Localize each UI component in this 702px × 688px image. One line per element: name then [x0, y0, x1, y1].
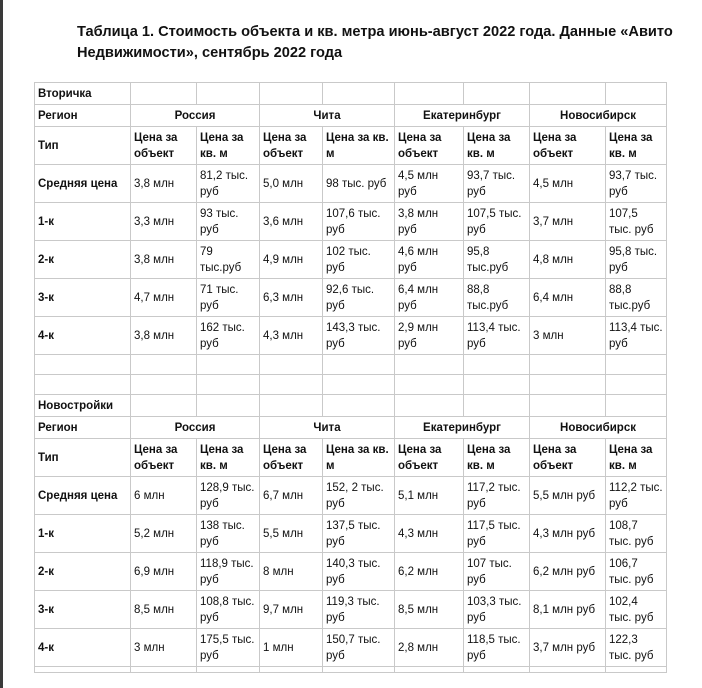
empty-cell [131, 83, 197, 105]
price-sqm-cell: 138 тыс. руб [197, 515, 260, 553]
empty-cell [464, 375, 530, 395]
region-header-row [35, 105, 667, 127]
empty-cell [35, 667, 131, 673]
price-object-cell: 6,2 млн руб [530, 553, 606, 591]
empty-cell [606, 375, 667, 395]
price-sqm-cell: 128,9 тыс. руб [197, 477, 260, 515]
price-sqm-cell: 108,7 тыс. руб [606, 515, 667, 553]
empty-cell [464, 83, 530, 105]
empty-cell [131, 395, 197, 417]
price-table [34, 82, 667, 673]
price-object-cell: 4,6 млн руб [395, 241, 464, 279]
document-title: Таблица 1. Стоимость объекта и кв. метра июнь-август 2022 года. Данные «Авито Недвижимости», сентябрь 2022 года [77, 24, 673, 61]
row-type: 1-к [35, 515, 131, 553]
row-type: 1-к [35, 203, 131, 241]
price-sqm-cell: 98 тыс. руб [323, 165, 395, 203]
region-name: Чита [260, 105, 395, 127]
price-sqm-cell: 143,3 тыс. руб [323, 317, 395, 355]
price-object-cell: 8 млн [260, 553, 323, 591]
empty-cell [197, 395, 260, 417]
region-label: Регион [35, 417, 131, 439]
data-row [35, 165, 667, 203]
price-sqm-cell: 117,2 тыс. руб [464, 477, 530, 515]
empty-cell [323, 395, 395, 417]
price-sqm-cell: 88,8 тыс.руб [606, 279, 667, 317]
price-sqm-cell: 95,8 тыс.руб [464, 241, 530, 279]
price-sqm-cell: 108,8 тыс. руб [197, 591, 260, 629]
price-object-cell: 5,2 млн [131, 515, 197, 553]
data-row [35, 203, 667, 241]
empty-cell [395, 375, 464, 395]
empty-cell [260, 83, 323, 105]
row-type: 2-к [35, 241, 131, 279]
empty-cell [197, 355, 260, 375]
price-object-cell: 3,6 млн [260, 203, 323, 241]
price-sqm-header: Цена за кв. м [323, 127, 395, 165]
empty-cell [530, 375, 606, 395]
price-sqm-cell: 112,2 тыс. руб [606, 477, 667, 515]
price-sqm-cell: 93 тыс. руб [197, 203, 260, 241]
price-sqm-cell: 71 тыс. руб [197, 279, 260, 317]
empty-cell [606, 667, 667, 673]
price-object-cell: 3 млн [530, 317, 606, 355]
price-object-cell: 3,8 млн руб [395, 203, 464, 241]
region-name: Россия [131, 105, 260, 127]
region-label: Регион [35, 105, 131, 127]
region-name: Новосибирск [530, 105, 667, 127]
empty-cell [35, 355, 131, 375]
price-object-cell: 4,8 млн [530, 241, 606, 279]
price-sqm-cell: 106,7 тыс. руб [606, 553, 667, 591]
price-sqm-cell: 137,5 тыс. руб [323, 515, 395, 553]
price-object-header: Цена за объект [260, 439, 323, 477]
price-object-cell: 5,5 млн [260, 515, 323, 553]
empty-cell [395, 355, 464, 375]
section-header-row [35, 395, 667, 417]
region-name: Чита [260, 417, 395, 439]
spacer-row [35, 667, 667, 673]
data-row [35, 591, 667, 629]
region-header-row [35, 417, 667, 439]
empty-cell [260, 667, 323, 673]
price-sqm-cell: 152, 2 тыс. руб [323, 477, 395, 515]
row-type: Средняя цена [35, 477, 131, 515]
row-type: 4-к [35, 629, 131, 667]
data-row [35, 477, 667, 515]
empty-cell [530, 355, 606, 375]
price-sqm-cell: 107,5 тыс. руб [464, 203, 530, 241]
empty-cell [464, 667, 530, 673]
empty-cell [131, 667, 197, 673]
price-sqm-header: Цена за кв. м [323, 439, 395, 477]
price-sqm-cell: 107,6 тыс. руб [323, 203, 395, 241]
price-sqm-cell: 107,5 тыс. руб [606, 203, 667, 241]
price-sqm-header: Цена за кв. м [606, 127, 667, 165]
row-type: 3-к [35, 591, 131, 629]
price-sqm-cell: 150,7 тыс. руб [323, 629, 395, 667]
price-object-cell: 8,1 млн руб [530, 591, 606, 629]
spacer-row [35, 375, 667, 395]
empty-cell [530, 395, 606, 417]
price-object-cell: 6,7 млн [260, 477, 323, 515]
price-sqm-cell: 118,5 тыс. руб [464, 629, 530, 667]
empty-cell [131, 355, 197, 375]
price-object-cell: 8,5 млн [395, 591, 464, 629]
data-row [35, 279, 667, 317]
empty-cell [131, 375, 197, 395]
price-sqm-cell: 93,7 тыс. руб [464, 165, 530, 203]
price-sqm-cell: 117,5 тыс. руб [464, 515, 530, 553]
price-sqm-cell: 79 тыс.руб [197, 241, 260, 279]
price-object-cell: 8,5 млн [131, 591, 197, 629]
price-object-cell: 4,3 млн [395, 515, 464, 553]
price-object-cell: 6,3 млн [260, 279, 323, 317]
section-title: Новостройки [35, 395, 131, 417]
empty-cell [395, 83, 464, 105]
empty-cell [530, 83, 606, 105]
price-sqm-header: Цена за кв. м [606, 439, 667, 477]
price-sqm-cell: 93,7 тыс. руб [606, 165, 667, 203]
data-row [35, 241, 667, 279]
empty-cell [395, 667, 464, 673]
price-object-cell: 3,8 млн [131, 317, 197, 355]
price-object-cell: 4,3 млн [260, 317, 323, 355]
price-sqm-cell: 175,5 тыс. руб [197, 629, 260, 667]
data-row [35, 317, 667, 355]
type-label: Тип [35, 127, 131, 165]
price-sqm-cell: 92,6 тыс. руб [323, 279, 395, 317]
data-row [35, 553, 667, 591]
price-object-cell: 2,9 млн руб [395, 317, 464, 355]
price-object-header: Цена за объект [131, 439, 197, 477]
price-object-header: Цена за объект [530, 439, 606, 477]
price-sqm-cell: 140,3 тыс. руб [323, 553, 395, 591]
price-object-cell: 2,8 млн [395, 629, 464, 667]
empty-cell [35, 375, 131, 395]
empty-cell [197, 375, 260, 395]
price-object-cell: 5,0 млн [260, 165, 323, 203]
price-sqm-cell: 162 тыс. руб [197, 317, 260, 355]
region-name: Екатеринбург [395, 105, 530, 127]
empty-cell [395, 395, 464, 417]
price-object-cell: 6,4 млн руб [395, 279, 464, 317]
empty-cell [197, 83, 260, 105]
price-object-cell: 9,7 млн [260, 591, 323, 629]
price-sqm-cell: 113,4 тыс. руб [464, 317, 530, 355]
price-object-header: Цена за объект [260, 127, 323, 165]
empty-cell [323, 375, 395, 395]
price-object-cell: 6,2 млн [395, 553, 464, 591]
price-object-header: Цена за объект [395, 439, 464, 477]
price-sqm-cell: 95,8 тыс. руб [606, 241, 667, 279]
price-sqm-header: Цена за кв. м [464, 439, 530, 477]
price-sqm-cell: 119,3 тыс. руб [323, 591, 395, 629]
price-object-header: Цена за объект [131, 127, 197, 165]
price-sqm-cell: 118,9 тыс. руб [197, 553, 260, 591]
spacer-row [35, 355, 667, 375]
price-object-cell: 3,7 млн [530, 203, 606, 241]
price-object-cell: 6,9 млн [131, 553, 197, 591]
price-sqm-header: Цена за кв. м [197, 127, 260, 165]
price-sqm-cell: 113,4 тыс. руб [606, 317, 667, 355]
region-name: Екатеринбург [395, 417, 530, 439]
empty-cell [323, 667, 395, 673]
column-header-row [35, 127, 667, 165]
price-object-cell: 1 млн [260, 629, 323, 667]
price-object-cell: 6 млн [131, 477, 197, 515]
empty-cell [606, 355, 667, 375]
empty-cell [197, 667, 260, 673]
empty-cell [260, 375, 323, 395]
price-object-cell: 5,5 млн руб [530, 477, 606, 515]
empty-cell [530, 667, 606, 673]
empty-cell [606, 395, 667, 417]
price-object-cell: 3,8 млн [131, 165, 197, 203]
region-name: Россия [131, 417, 260, 439]
price-object-cell: 6,4 млн [530, 279, 606, 317]
price-sqm-header: Цена за кв. м [197, 439, 260, 477]
type-label: Тип [35, 439, 131, 477]
empty-cell [323, 355, 395, 375]
left-border-line [0, 0, 3, 688]
row-type: Средняя цена [35, 165, 131, 203]
price-object-cell: 3 млн [131, 629, 197, 667]
price-sqm-cell: 107 тыс. руб [464, 553, 530, 591]
section-header-row [35, 83, 667, 105]
data-row [35, 515, 667, 553]
price-sqm-cell: 102 тыс. руб [323, 241, 395, 279]
empty-cell [260, 395, 323, 417]
data-row [35, 629, 667, 667]
price-object-header: Цена за объект [530, 127, 606, 165]
empty-cell [464, 395, 530, 417]
price-object-cell: 4,5 млн [530, 165, 606, 203]
price-object-cell: 4,5 млн руб [395, 165, 464, 203]
price-sqm-header: Цена за кв. м [464, 127, 530, 165]
price-sqm-cell: 88,8 тыс.руб [464, 279, 530, 317]
price-sqm-cell: 81,2 тыс. руб [197, 165, 260, 203]
price-sqm-cell: 103,3 тыс. руб [464, 591, 530, 629]
price-object-cell: 4,9 млн [260, 241, 323, 279]
row-type: 4-к [35, 317, 131, 355]
price-object-cell: 3,3 млн [131, 203, 197, 241]
price-object-cell: 3,8 млн [131, 241, 197, 279]
price-object-cell: 3,7 млн руб [530, 629, 606, 667]
price-object-cell: 4,3 млн руб [530, 515, 606, 553]
column-header-row [35, 439, 667, 477]
section-title: Вторичка [35, 83, 131, 105]
empty-cell [606, 83, 667, 105]
empty-cell [260, 355, 323, 375]
price-sqm-cell: 102,4 тыс. руб [606, 591, 667, 629]
empty-cell [464, 355, 530, 375]
price-sqm-cell: 122,3 тыс. руб [606, 629, 667, 667]
region-name: Новосибирск [530, 417, 667, 439]
row-type: 2-к [35, 553, 131, 591]
price-object-cell: 4,7 млн [131, 279, 197, 317]
empty-cell [323, 83, 395, 105]
row-type: 3-к [35, 279, 131, 317]
price-object-cell: 5,1 млн [395, 477, 464, 515]
price-object-header: Цена за объект [395, 127, 464, 165]
